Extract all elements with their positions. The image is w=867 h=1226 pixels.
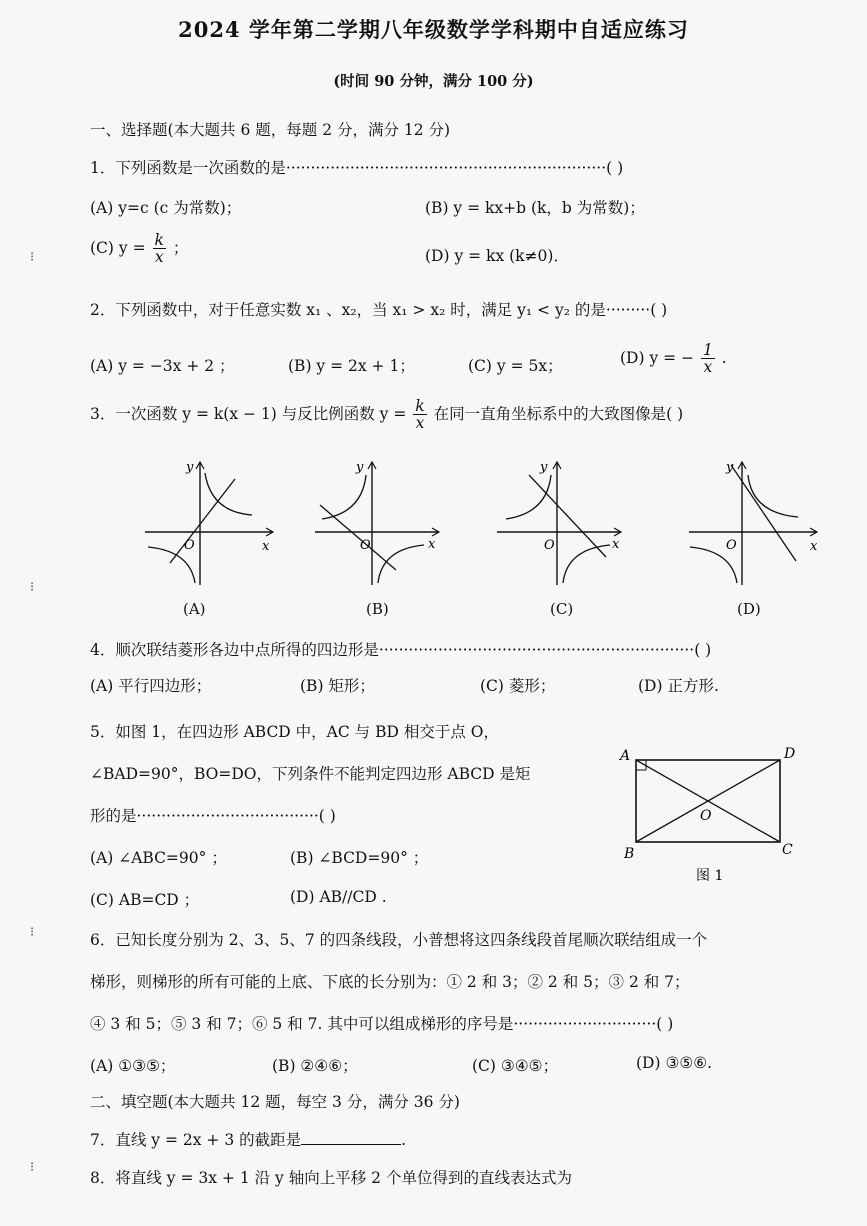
- x-axis-label: x: [428, 537, 436, 552]
- exam-subtitle: (时间 90 分钟，满分 100 分): [333, 73, 534, 90]
- y-axis-label: y: [540, 460, 548, 475]
- origin-label: O: [726, 538, 737, 553]
- margin-mark: ⁝: [30, 1160, 35, 1175]
- q2-d-numerator: 1: [702, 341, 713, 359]
- q2-option-a: (A) y = −3x + 2 ；: [90, 357, 235, 375]
- hyperbola-branch-1: [506, 475, 551, 519]
- q5-option-d: (D) AB//CD .: [290, 888, 387, 906]
- q3-stem-fraction: [413, 398, 426, 432]
- q1-option-b: (B) y = kx+b (k，b 为常数)；: [425, 199, 645, 217]
- q1-c-numerator: k: [154, 231, 164, 249]
- origin-label: O: [184, 538, 195, 553]
- q2-d-denominator: x: [703, 358, 713, 377]
- q4-option-a: (A) 平行四边形；: [90, 677, 212, 695]
- origin-label: O: [360, 538, 371, 553]
- origin-label: O: [544, 538, 555, 553]
- graph-b: [312, 455, 452, 590]
- margin-mark: ⁝: [30, 250, 35, 265]
- line-graph: [170, 479, 235, 563]
- q2-stem: 2．下列函数中，对于任意实数 x₁ 、x₂，当 x₁ > x₂ 时，满足 y₁ < y₂ 的是·········( ): [90, 301, 668, 319]
- q1-option-a: (A) y=c (c 为常数)；: [90, 199, 242, 217]
- q5-line1: 5．如图 1，在四边形 ABCD 中，AC 与 BD 相交于点 O，: [90, 723, 499, 741]
- graph-b-label: (B): [366, 600, 389, 618]
- q6-line2: 梯形，则梯形的所有可能的上底、下底的长分别为：① 2 和 3；② 2 和 5；③ 2 和 7；: [90, 973, 690, 991]
- q3-stem: [90, 398, 683, 432]
- q2-option-d-suffix: .: [721, 348, 727, 367]
- x-axis-label: x: [810, 539, 818, 554]
- q3-numerator: k: [415, 397, 425, 415]
- section2-heading: 二、填空题(本大题共 12 题，每空 3 分，满分 36 分): [90, 1093, 460, 1111]
- y-axis-label: y: [726, 460, 734, 475]
- q3-stem-b: 在同一直角坐标系中的大致图像是( ): [433, 404, 684, 423]
- q5-line3: 形的是·····································( ): [90, 807, 336, 825]
- q6-option-d: (D) ③⑤⑥.: [636, 1054, 713, 1072]
- y-axis-label: y: [186, 460, 194, 475]
- q7-stem: 7．直线 y = 2x + 3 的截距是: [90, 1131, 302, 1149]
- q5-option-a: (A) ∠ABC=90° ；: [90, 849, 227, 867]
- q1-stem: [90, 156, 623, 178]
- vertex-c: C: [782, 842, 793, 858]
- section1-heading: 一、选择题(本大题共 6 题，每题 2 分，满分 12 分): [90, 121, 451, 139]
- q2-option-d: [620, 342, 727, 376]
- line-graph: [320, 505, 396, 570]
- graph-c-label: (C): [550, 600, 574, 618]
- q6-line3: ④ 3 和 5；⑤ 3 和 7；⑥ 5 和 7. 其中可以组成梯形的序号是·····························( ): [90, 1015, 674, 1033]
- graph-d: [686, 455, 831, 590]
- q2-option-d-fraction: [701, 342, 715, 376]
- y-axis-label: y: [356, 460, 364, 475]
- q7-answer-blank[interactable]: [301, 1130, 401, 1145]
- q5-option-c: (C) AB=CD ；: [90, 891, 200, 909]
- q1-stem-text: 1．下列函数是一次函数的是: [90, 159, 286, 177]
- q6-option-a: (A) ①③⑤；: [90, 1057, 176, 1075]
- q8-stem: 8．将直线 y = 3x + 1 沿 y 轴向上平移 2 个单位得到的直线表达式为: [90, 1169, 572, 1187]
- x-axis-label: x: [262, 539, 270, 554]
- center-o: O: [700, 808, 712, 824]
- q2-option-d-prefix: (D) y = −: [620, 348, 695, 367]
- q3-stem-a: 3．一次函数 y = k(x − 1) 与反比例函数 y =: [90, 404, 407, 423]
- q2-option-b: (B) y = 2x + 1；: [288, 357, 415, 375]
- q1-option-c-fraction: [153, 232, 166, 266]
- q6-line1: 6．已知长度分别为 2、3、5、7 的四条线段，小普想将这四条线段首尾顺次联结组成一个: [90, 931, 708, 949]
- q6-option-b: (B) ②④⑥；: [272, 1057, 358, 1075]
- q5-line2: ∠BAD=90°，BO=DO，下列条件不能判定四边形 ABCD 是矩: [90, 765, 531, 783]
- q1-option-c-suffix: ；: [172, 238, 189, 257]
- vertex-d: D: [784, 746, 796, 762]
- q7: [90, 1128, 406, 1150]
- margin-mark: ⁝: [30, 925, 35, 940]
- q4-option-d: (D) 正方形.: [638, 677, 719, 695]
- exam-title: 2024 学年第二学期八年级数学学科期中自适应练习: [178, 17, 689, 42]
- q3-denominator: x: [415, 414, 425, 433]
- graph-a-label: (A): [183, 600, 206, 618]
- q6-option-c: (C) ③④⑤；: [472, 1057, 559, 1075]
- margin-mark: ⁝: [30, 580, 35, 595]
- q4-option-c: (C) 菱形；: [480, 677, 556, 695]
- q5-option-b: (B) ∠BCD=90° ；: [290, 849, 429, 867]
- x-axis-label: x: [612, 537, 620, 552]
- vertex-a: A: [620, 748, 631, 764]
- hyperbola-branch-2: [563, 545, 610, 583]
- q1-answer-paren: ( ): [606, 159, 624, 177]
- q4-stem: 4．顺次联结菱形各边中点所得的四边形是································································( ): [90, 641, 712, 659]
- q1-dots: ·································································: [285, 159, 607, 177]
- graph-d-label: (D): [737, 600, 761, 618]
- vertex-b: B: [624, 846, 635, 862]
- q4-option-b: (B) 矩形；: [300, 677, 375, 695]
- q1-option-d: (D) y = kx (k≠0)．: [425, 247, 569, 265]
- q1-option-c-prefix: (C) y =: [90, 238, 146, 257]
- line-graph: [731, 465, 796, 561]
- graph-c: [494, 455, 634, 590]
- hyperbola-branch-1: [748, 475, 798, 517]
- line-graph: [529, 475, 606, 557]
- q2-option-c: (C) y = 5x；: [468, 357, 563, 375]
- figure-1: [618, 742, 818, 887]
- graph-a: [142, 455, 282, 590]
- q7-end: .: [401, 1131, 407, 1149]
- hyperbola-branch-2: [378, 545, 424, 583]
- q1-option-c: [90, 232, 188, 266]
- figure-caption: 图 1: [696, 868, 724, 884]
- q1-c-denominator: x: [154, 248, 164, 267]
